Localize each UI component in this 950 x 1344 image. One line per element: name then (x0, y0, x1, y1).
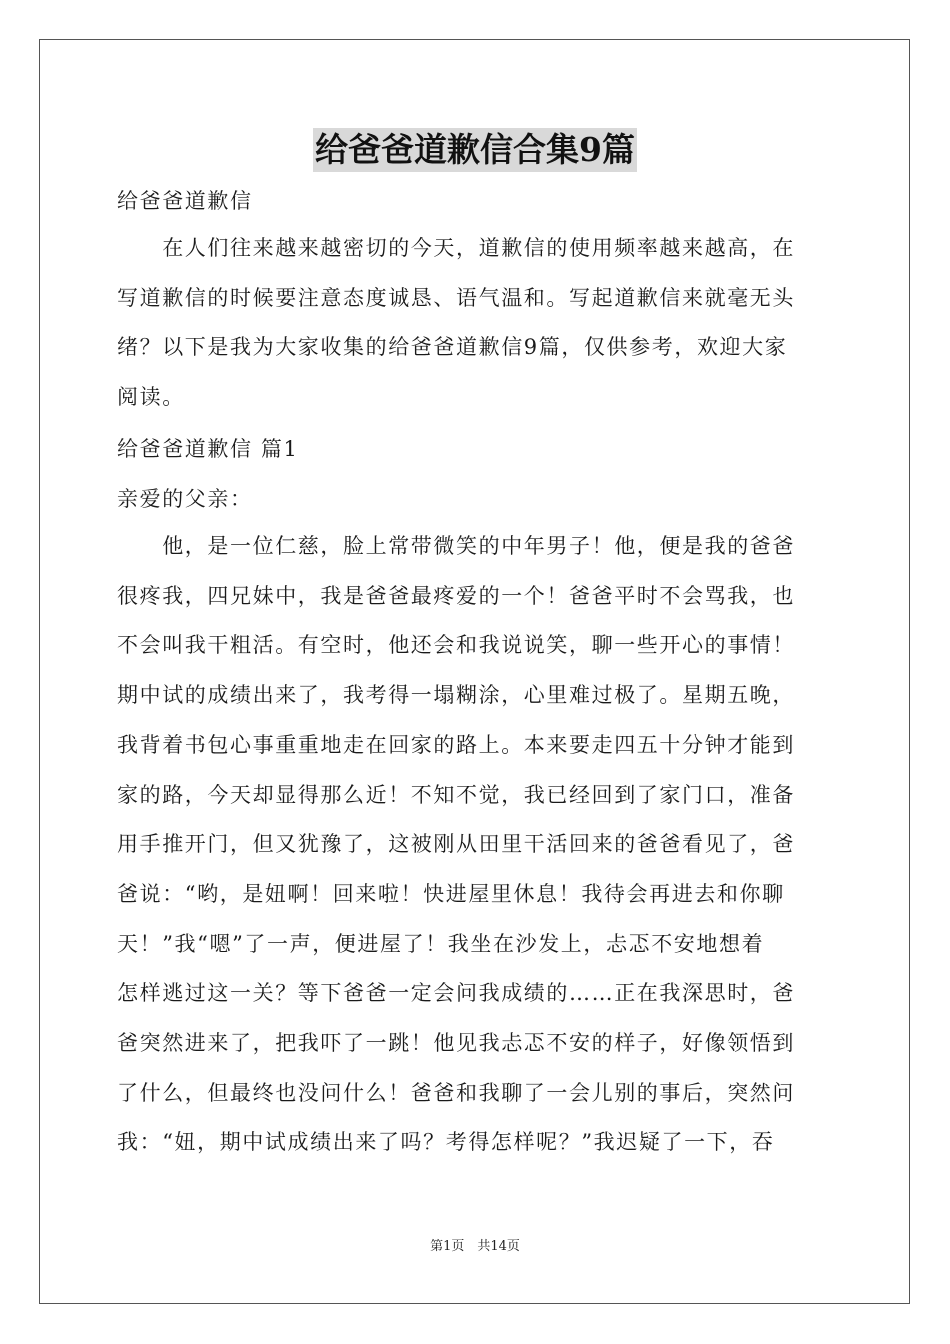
body-line: 我：“妞，期中试成绩出来了吗？考得怎样呢？”我迟疑了一下，吞 (117, 1130, 775, 1155)
body-line: 不会叫我干粗活。有空时，他还会和我说说笑，聊一些开心的事情！ (117, 633, 795, 658)
body-line: 他，是一位仁慈，脸上常带微笑的中年男子！他，便是我的爸爸 (117, 534, 795, 558)
body-line: 家的路，今天却显得那么近！不知不觉，我已经回到了家门口，准备 (117, 782, 795, 807)
body-line: 天！”我“嗯”了一声，便进屋了！我坐在沙发上，忐忑不安地想着 (117, 931, 765, 956)
body-line: 怎样逃过这一关？等下爸爸一定会问我成绩的……正在我深思时，爸 (117, 981, 795, 1006)
salutation: 亲爱的父亲： (117, 487, 253, 511)
intro-line: 绪？以下是我为大家收集的给爸爸道歉信9篇，仅供参考，欢迎大家 (117, 335, 788, 360)
body-line: 了什么，但最终也没问什么！爸爸和我聊了一会儿别的事后，突然问 (117, 1080, 795, 1105)
title-wrapper (0, 128, 950, 172)
body-line: 我背着书包心事重重地走在回家的路上。本来要走四五十分钟才能到 (117, 732, 795, 757)
body-line: 用手推开门，但又犹豫了，这被刚从田里干活回来的爸爸看见了，爸 (117, 832, 795, 857)
letter-body (117, 522, 833, 1168)
intro-line: 写道歉信的时候要注意态度诚恳、语气温和。写起道歉信来就毫无头 (117, 285, 795, 310)
section-heading: 给爸爸道歉信 篇1 (117, 437, 299, 461)
body-line: 期中试的成绩出来了，我考得一塌糊涂，心里难过极了。星期五晚， (117, 683, 795, 708)
body-line: 爸说：“哟，是妞啊！回来啦！快进屋里休息！我待会再进去和你聊 (117, 881, 785, 906)
page-number-label: 第1页 共14页 (430, 1239, 520, 1254)
body-line: 爸突然进来了，把我吓了一跳！他见我忐忑不安的样子，好像领悟到 (117, 1031, 795, 1056)
intro-paragraph (117, 224, 833, 423)
intro-line: 阅读。 (117, 385, 185, 410)
intro-line: 在人们往来越来越密切的今天，道歉信的使用频率越来越高，在 (117, 236, 795, 260)
page-footer (0, 1238, 950, 1256)
subheading: 给爸爸道歉信 (117, 189, 253, 213)
document-title: 给爸爸道歉信合集9篇 (313, 128, 637, 172)
body-line: 很疼我，四兄妹中，我是爸爸最疼爱的一个！爸爸平时不会骂我，也 (117, 583, 795, 608)
